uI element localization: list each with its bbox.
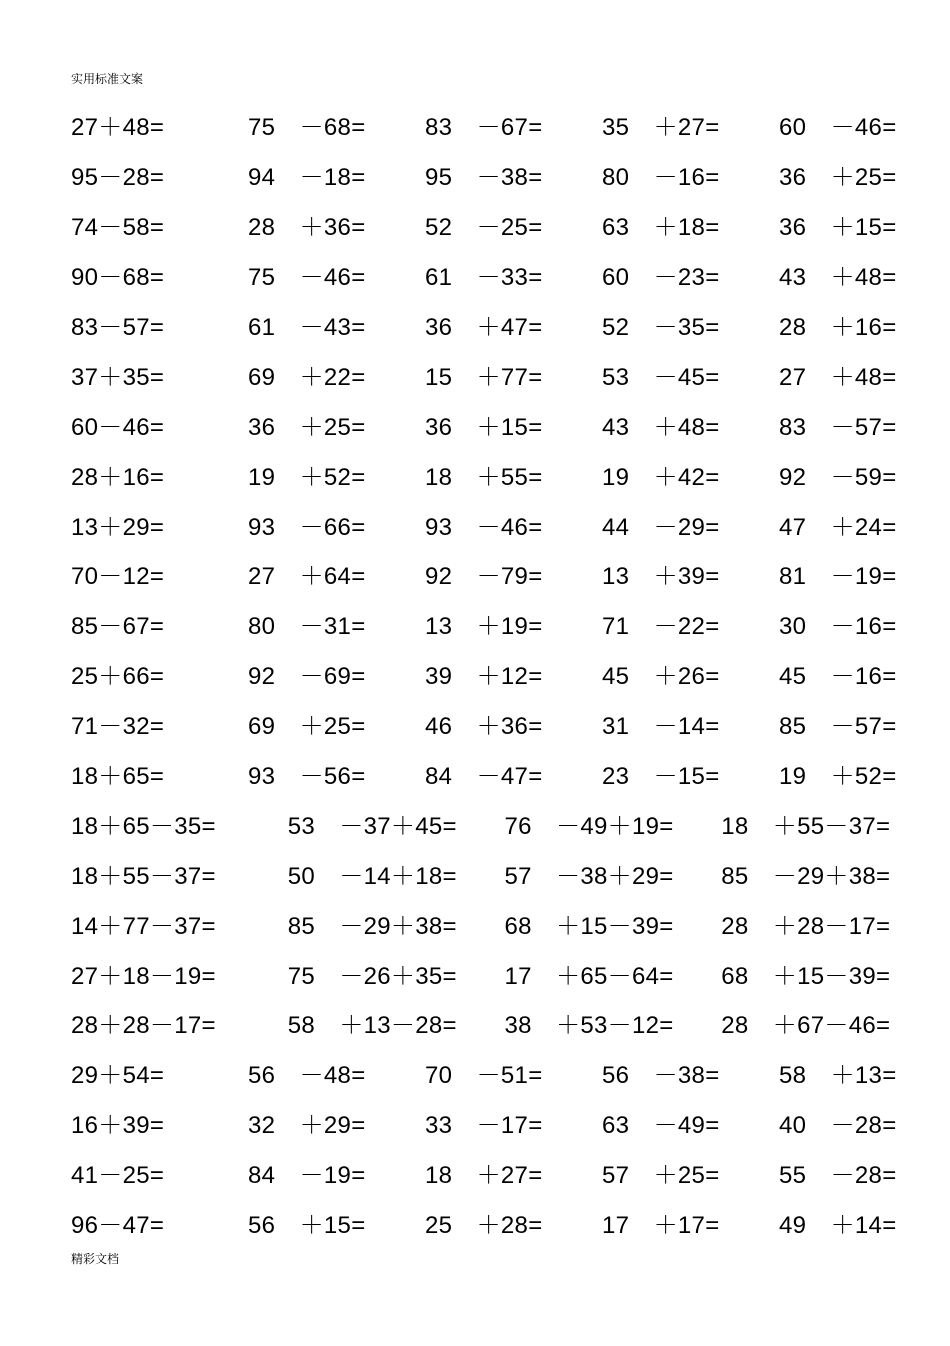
worksheet-cell: 36 ＋47= [425, 314, 543, 341]
worksheet-cell: 68 ＋15－39= [721, 962, 891, 990]
worksheet-row [71, 599, 897, 649]
worksheet-row [71, 998, 891, 1048]
worksheet-cell: 25 ＋28= [425, 1212, 543, 1240]
worksheet-row [71, 549, 897, 599]
worksheet-cell: 56 －38= [602, 1062, 720, 1090]
worksheet-cell: 85－67= [71, 613, 165, 641]
worksheet-cell: 71 －22= [602, 613, 720, 641]
worksheet-cell: 36 ＋15= [425, 413, 543, 441]
worksheet-cell: 46 ＋36= [425, 713, 543, 741]
worksheet-cell: 23 －15= [602, 763, 720, 791]
worksheet-cell: 93 －66= [248, 513, 366, 541]
worksheet-cell: 85 －29＋38= [287, 912, 457, 940]
worksheet-cell: 31 －14= [602, 713, 720, 741]
worksheet-cell: 92 －59= [779, 463, 897, 491]
worksheet-cell: 45 ＋26= [602, 663, 720, 691]
worksheet-row [71, 848, 891, 898]
worksheet-cell: 36 ＋15= [779, 214, 897, 242]
worksheet-cell: 33 －17= [425, 1112, 543, 1140]
worksheet-row [71, 150, 897, 200]
page-header: 实用标准文案 [71, 72, 144, 86]
worksheet-cell: 63 －49= [602, 1112, 720, 1140]
worksheet-cell: 39 ＋12= [425, 663, 543, 691]
worksheet-cell: 60－46= [71, 413, 165, 441]
worksheet-cell: 47 ＋24= [779, 513, 897, 541]
worksheet-cell: 28 ＋36= [248, 214, 366, 242]
worksheet-cell: 68 ＋15－39= [504, 912, 674, 940]
worksheet-row [71, 898, 891, 948]
worksheet-row [71, 798, 891, 848]
worksheet-cell: 13 ＋39= [602, 563, 720, 591]
worksheet-cell: 28 ＋28－17= [721, 912, 891, 940]
worksheet-cell: 27＋18－19= [71, 962, 216, 990]
worksheet-cell: 69 ＋22= [248, 363, 366, 391]
worksheet-cell: 18 ＋55= [425, 463, 543, 491]
worksheet-cell: 19 ＋52= [248, 463, 366, 491]
worksheet-cell: 14＋77－37= [71, 912, 216, 940]
worksheet-cell: 57 －38＋29= [504, 862, 674, 890]
worksheet-cell: 27＋48= [71, 114, 165, 142]
worksheet-cell: 29＋54= [71, 1062, 165, 1090]
worksheet-cell: 75 －26＋35= [287, 962, 457, 990]
worksheet-cell: 58 ＋13= [779, 1062, 897, 1090]
worksheet-cell: 27 ＋48= [779, 363, 897, 391]
worksheet-cell: 84 －47= [425, 763, 543, 791]
worksheet-cell: 30 －16= [779, 613, 897, 641]
worksheet-cell: 63 ＋18= [602, 214, 720, 242]
worksheet-row [71, 449, 897, 499]
worksheet-cell: 90－68= [71, 264, 165, 292]
worksheet-cell: 56 ＋15= [248, 1212, 366, 1240]
worksheet-cell: 13＋29= [71, 513, 165, 541]
worksheet-cell: 53 －37＋45= [287, 812, 457, 840]
worksheet-row [71, 948, 891, 998]
worksheet-cell: 70 －51= [425, 1062, 543, 1090]
worksheet-cell: 32 ＋29= [248, 1112, 366, 1140]
worksheet-row [71, 250, 897, 300]
worksheet-cell: 17 ＋65－64= [504, 962, 674, 990]
worksheet-cell: 80 －16= [602, 164, 720, 192]
worksheet-cell: 19 ＋52= [779, 763, 897, 791]
worksheet-cell: 28＋16= [71, 463, 165, 491]
worksheet-row [71, 300, 897, 350]
worksheet-cell: 94 －18= [248, 164, 366, 192]
worksheet-cell: 81 －19= [779, 563, 897, 591]
worksheet-cell: 85 －57= [779, 713, 897, 741]
worksheet-cell: 18 ＋27= [425, 1162, 543, 1190]
worksheet-cell: 25＋66= [71, 663, 165, 691]
worksheet-row [71, 699, 897, 749]
worksheet-cell: 92 －79= [425, 563, 543, 591]
worksheet-cell: 53 －45= [602, 363, 720, 391]
worksheet-cell: 57 ＋25= [602, 1162, 720, 1190]
worksheet-cell: 13 ＋19= [425, 613, 543, 641]
worksheet-row [71, 349, 897, 399]
worksheet-cell: 16＋39= [71, 1112, 165, 1140]
worksheet-cell: 28 ＋16= [779, 314, 897, 341]
worksheet-cell: 55 －28= [779, 1162, 897, 1190]
worksheet-cell: 19 ＋42= [602, 463, 720, 491]
worksheet-cell: 18 ＋55－37= [721, 812, 891, 840]
arithmetic-worksheet [71, 100, 897, 1247]
worksheet-cell: 83 －67= [425, 114, 543, 142]
worksheet-cell: 56 －48= [248, 1062, 366, 1090]
worksheet-cell: 37＋35= [71, 363, 165, 391]
worksheet-row [71, 1098, 897, 1148]
worksheet-cell: 93 －46= [425, 513, 543, 541]
worksheet-cell: 74－58= [71, 214, 165, 242]
worksheet-cell: 45 －16= [779, 663, 897, 691]
worksheet-cell: 38 ＋53－12= [504, 1012, 674, 1040]
worksheet-cell: 96－47= [71, 1212, 165, 1240]
worksheet-cell: 18＋65= [71, 763, 165, 791]
worksheet-cell: 83 －57= [779, 413, 897, 441]
worksheet-cell: 28＋28－17= [71, 1012, 216, 1040]
worksheet-cell: 80 －31= [248, 613, 366, 641]
worksheet-cell: 43 ＋48= [602, 413, 720, 441]
worksheet-cell: 40 －28= [779, 1112, 897, 1140]
worksheet-cell: 83－57= [71, 314, 165, 341]
worksheet-cell: 18＋55－37= [71, 862, 216, 890]
worksheet-cell: 69 ＋25= [248, 713, 366, 741]
worksheet-cell: 52 －25= [425, 214, 543, 242]
worksheet-cell: 70－12= [71, 563, 165, 591]
worksheet-cell: 52 －35= [602, 314, 720, 341]
worksheet-row [71, 1148, 897, 1198]
worksheet-cell: 85 －29＋38= [721, 862, 891, 890]
worksheet-row [71, 100, 897, 150]
worksheet-row [71, 399, 897, 449]
worksheet-cell: 35 ＋27= [602, 114, 720, 142]
worksheet-cell: 61 －33= [425, 264, 543, 292]
worksheet-cell: 36 ＋25= [248, 413, 366, 441]
worksheet-cell: 18＋65－35= [71, 812, 216, 840]
worksheet-cell: 60 －23= [602, 264, 720, 292]
worksheet-row [71, 1048, 897, 1098]
worksheet-cell: 84 －19= [248, 1162, 366, 1190]
worksheet-cell: 95－28= [71, 164, 165, 192]
worksheet-cell: 95 －38= [425, 164, 543, 192]
worksheet-cell: 75 －68= [248, 114, 366, 142]
worksheet-cell: 50 －14＋18= [287, 862, 457, 890]
worksheet-cell: 36 ＋25= [779, 164, 897, 192]
worksheet-cell: 92 －69= [248, 663, 366, 691]
worksheet-cell: 15 ＋77= [425, 363, 543, 391]
worksheet-cell: 60 －46= [779, 114, 897, 142]
worksheet-row [71, 649, 897, 699]
worksheet-cell: 17 ＋17= [602, 1212, 720, 1240]
worksheet-cell: 71－32= [71, 713, 165, 741]
worksheet-cell: 43 ＋48= [779, 264, 897, 292]
worksheet-cell: 49 ＋14= [779, 1212, 897, 1240]
worksheet-cell: 75 －46= [248, 264, 366, 292]
worksheet-cell: 93 －56= [248, 763, 366, 791]
worksheet-row [71, 499, 897, 549]
worksheet-cell: 27 ＋64= [248, 563, 366, 591]
worksheet-row [71, 749, 897, 799]
worksheet-cell: 58 ＋13－28= [287, 1012, 457, 1040]
worksheet-cell: 44 －29= [602, 513, 720, 541]
worksheet-cell: 28 ＋67－46= [721, 1012, 891, 1040]
worksheet-cell: 61 －43= [248, 314, 366, 341]
worksheet-cell: 76 －49＋19= [504, 812, 674, 840]
worksheet-row [71, 1198, 897, 1248]
worksheet-cell: 41－25= [71, 1162, 165, 1190]
worksheet-row [71, 200, 897, 250]
page-footer: 精彩文档 [71, 1252, 120, 1266]
